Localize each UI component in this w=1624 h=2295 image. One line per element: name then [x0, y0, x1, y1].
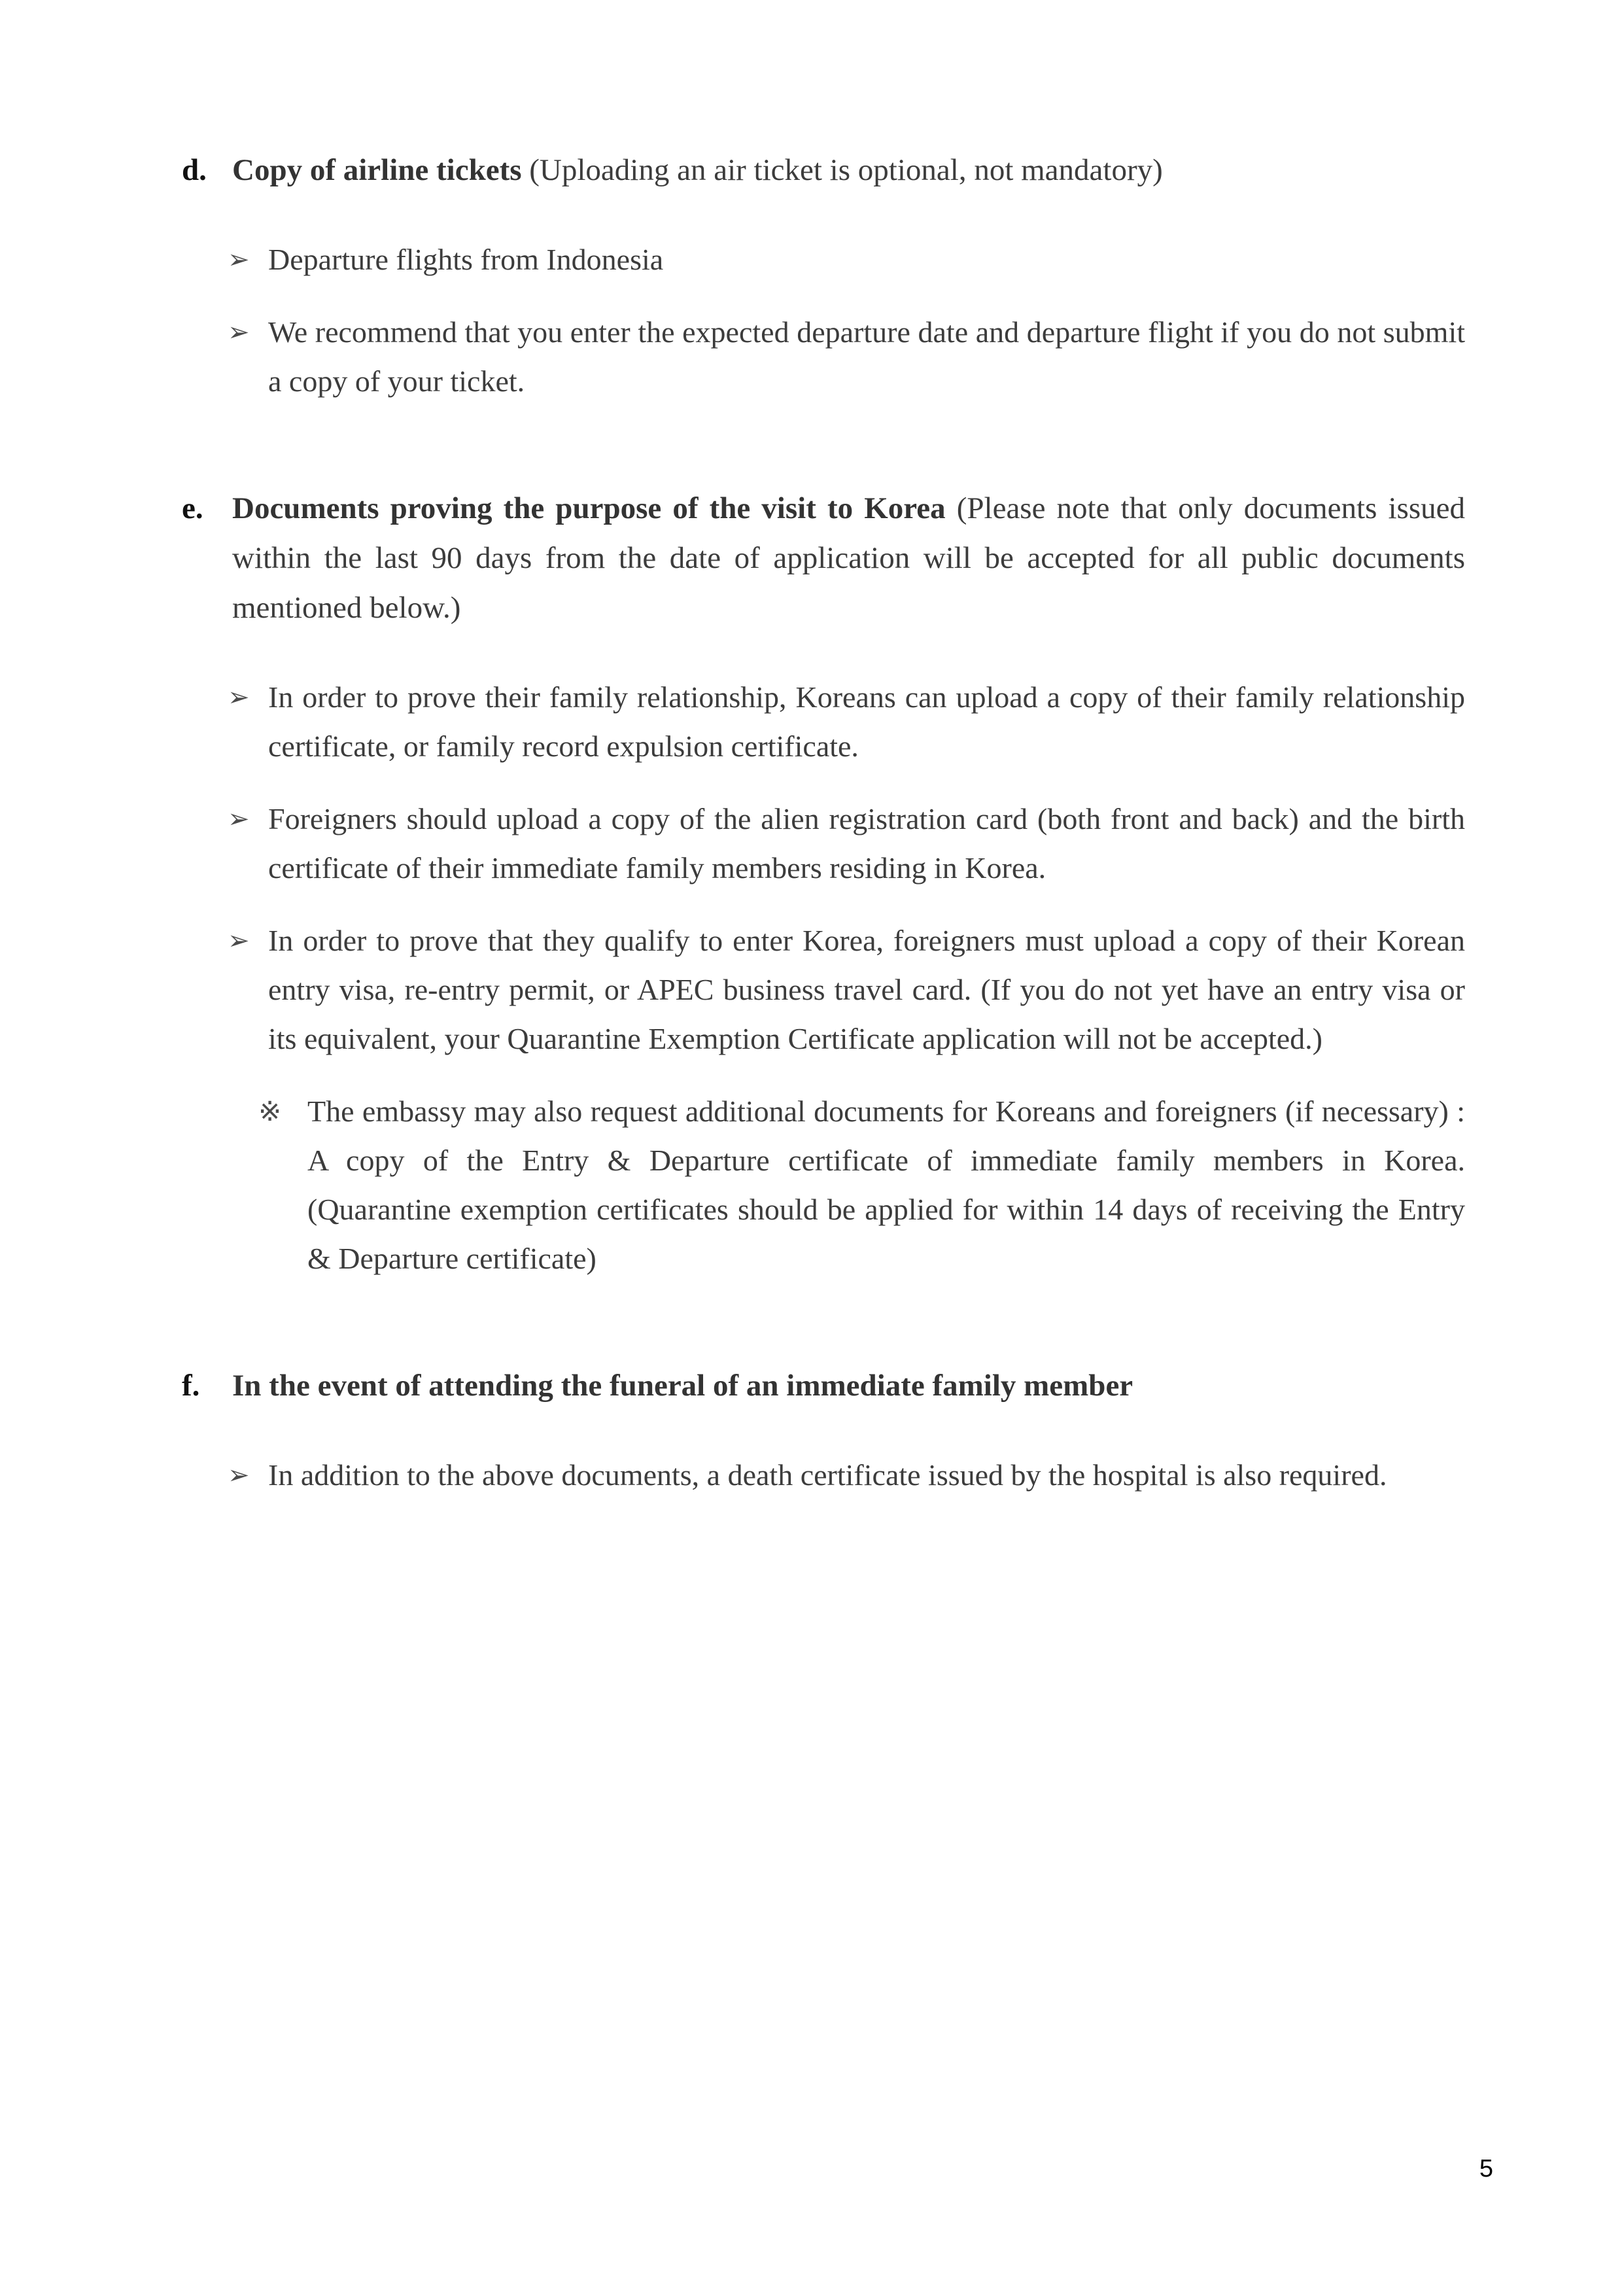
arrow-bullet-icon: ➢: [228, 245, 250, 275]
arrow-bullet-icon: ➢: [228, 1460, 250, 1491]
list-item: [228, 1451, 1465, 1500]
section-f-heading-bold: In the event of attending the funeral of an immediate family member: [232, 1369, 1133, 1403]
arrow-bullet-icon: ➢: [228, 682, 250, 713]
spacer: [182, 1284, 1465, 1361]
section-f: [182, 1361, 1465, 1410]
spacer: [182, 1064, 1465, 1087]
list-item-text: Departure flights from Indonesia: [268, 243, 664, 277]
section-e-marker: e.: [182, 491, 203, 526]
list-item: [228, 795, 1465, 893]
section-f-heading: [232, 1361, 1465, 1410]
spacer: [182, 633, 1465, 673]
spacer: [182, 1410, 1465, 1451]
section-e-heading-rest: (Please note that only documents issued within the last 90 days from the date of application will be accepted for all public documents mentioned below.): [232, 491, 1465, 625]
list-item: [228, 917, 1465, 1064]
list-item: [228, 673, 1465, 771]
document-body: [182, 145, 1465, 1500]
spacer: [182, 406, 1465, 483]
section-d-heading: [232, 145, 1465, 195]
section-d-marker: d.: [182, 153, 207, 187]
section-d: [182, 145, 1465, 195]
spacer: [182, 893, 1465, 917]
list-item-text: In order to prove their family relationship, Koreans can upload a copy of their family relationship certificate, or family record expulsion certificate.: [268, 680, 1465, 763]
spacer: [182, 195, 1465, 236]
spacer: [182, 285, 1465, 308]
section-d-heading-bold: Copy of airline tickets: [232, 153, 522, 187]
list-item-text: In addition to the above documents, a death certificate issued by the hospital is also required.: [268, 1458, 1387, 1492]
section-e-heading-bold: Documents proving the purpose of the visit to Korea: [232, 491, 946, 526]
list-item: [228, 308, 1465, 406]
page-number: 5: [1479, 2155, 1493, 2182]
list-item-text: In order to prove that they qualify to enter Korea, foreigners must upload a copy of their Korean entry visa, re-entry permit, or APEC business travel card. (If you do not yet have an entry visa or its equivalent, your Quarantine Exemption Certificate application will not be accepted.): [268, 924, 1465, 1056]
reference-mark-icon: ※: [258, 1095, 282, 1128]
arrow-bullet-icon: ➢: [228, 804, 250, 835]
arrow-bullet-icon: ➢: [228, 317, 250, 348]
list-item-text: We recommend that you enter the expected departure date and departure flight if you do not submit a copy of your ticket.: [268, 315, 1465, 398]
note-item: [258, 1087, 1465, 1284]
arrow-bullet-icon: ➢: [228, 926, 250, 956]
list-item-text: Foreigners should upload a copy of the alien registration card (both front and back) and the birth certificate of their immediate family members residing in Korea.: [268, 802, 1465, 885]
spacer: [182, 771, 1465, 795]
list-item: [228, 236, 1465, 285]
section-e: [182, 483, 1465, 633]
section-e-heading: [232, 483, 1465, 633]
section-d-heading-rest: (Uploading an air ticket is optional, not mandatory): [521, 153, 1163, 187]
note-text: The embassy may also request additional documents for Koreans and foreigners (if necessary) : A copy of the Entry & Departure certificate of immediate family members in Korea. (Quarantine exemption certificates should be applied for within 14 days of receiving the Entry & Departure certificate): [307, 1095, 1465, 1276]
section-f-marker: f.: [182, 1369, 200, 1403]
